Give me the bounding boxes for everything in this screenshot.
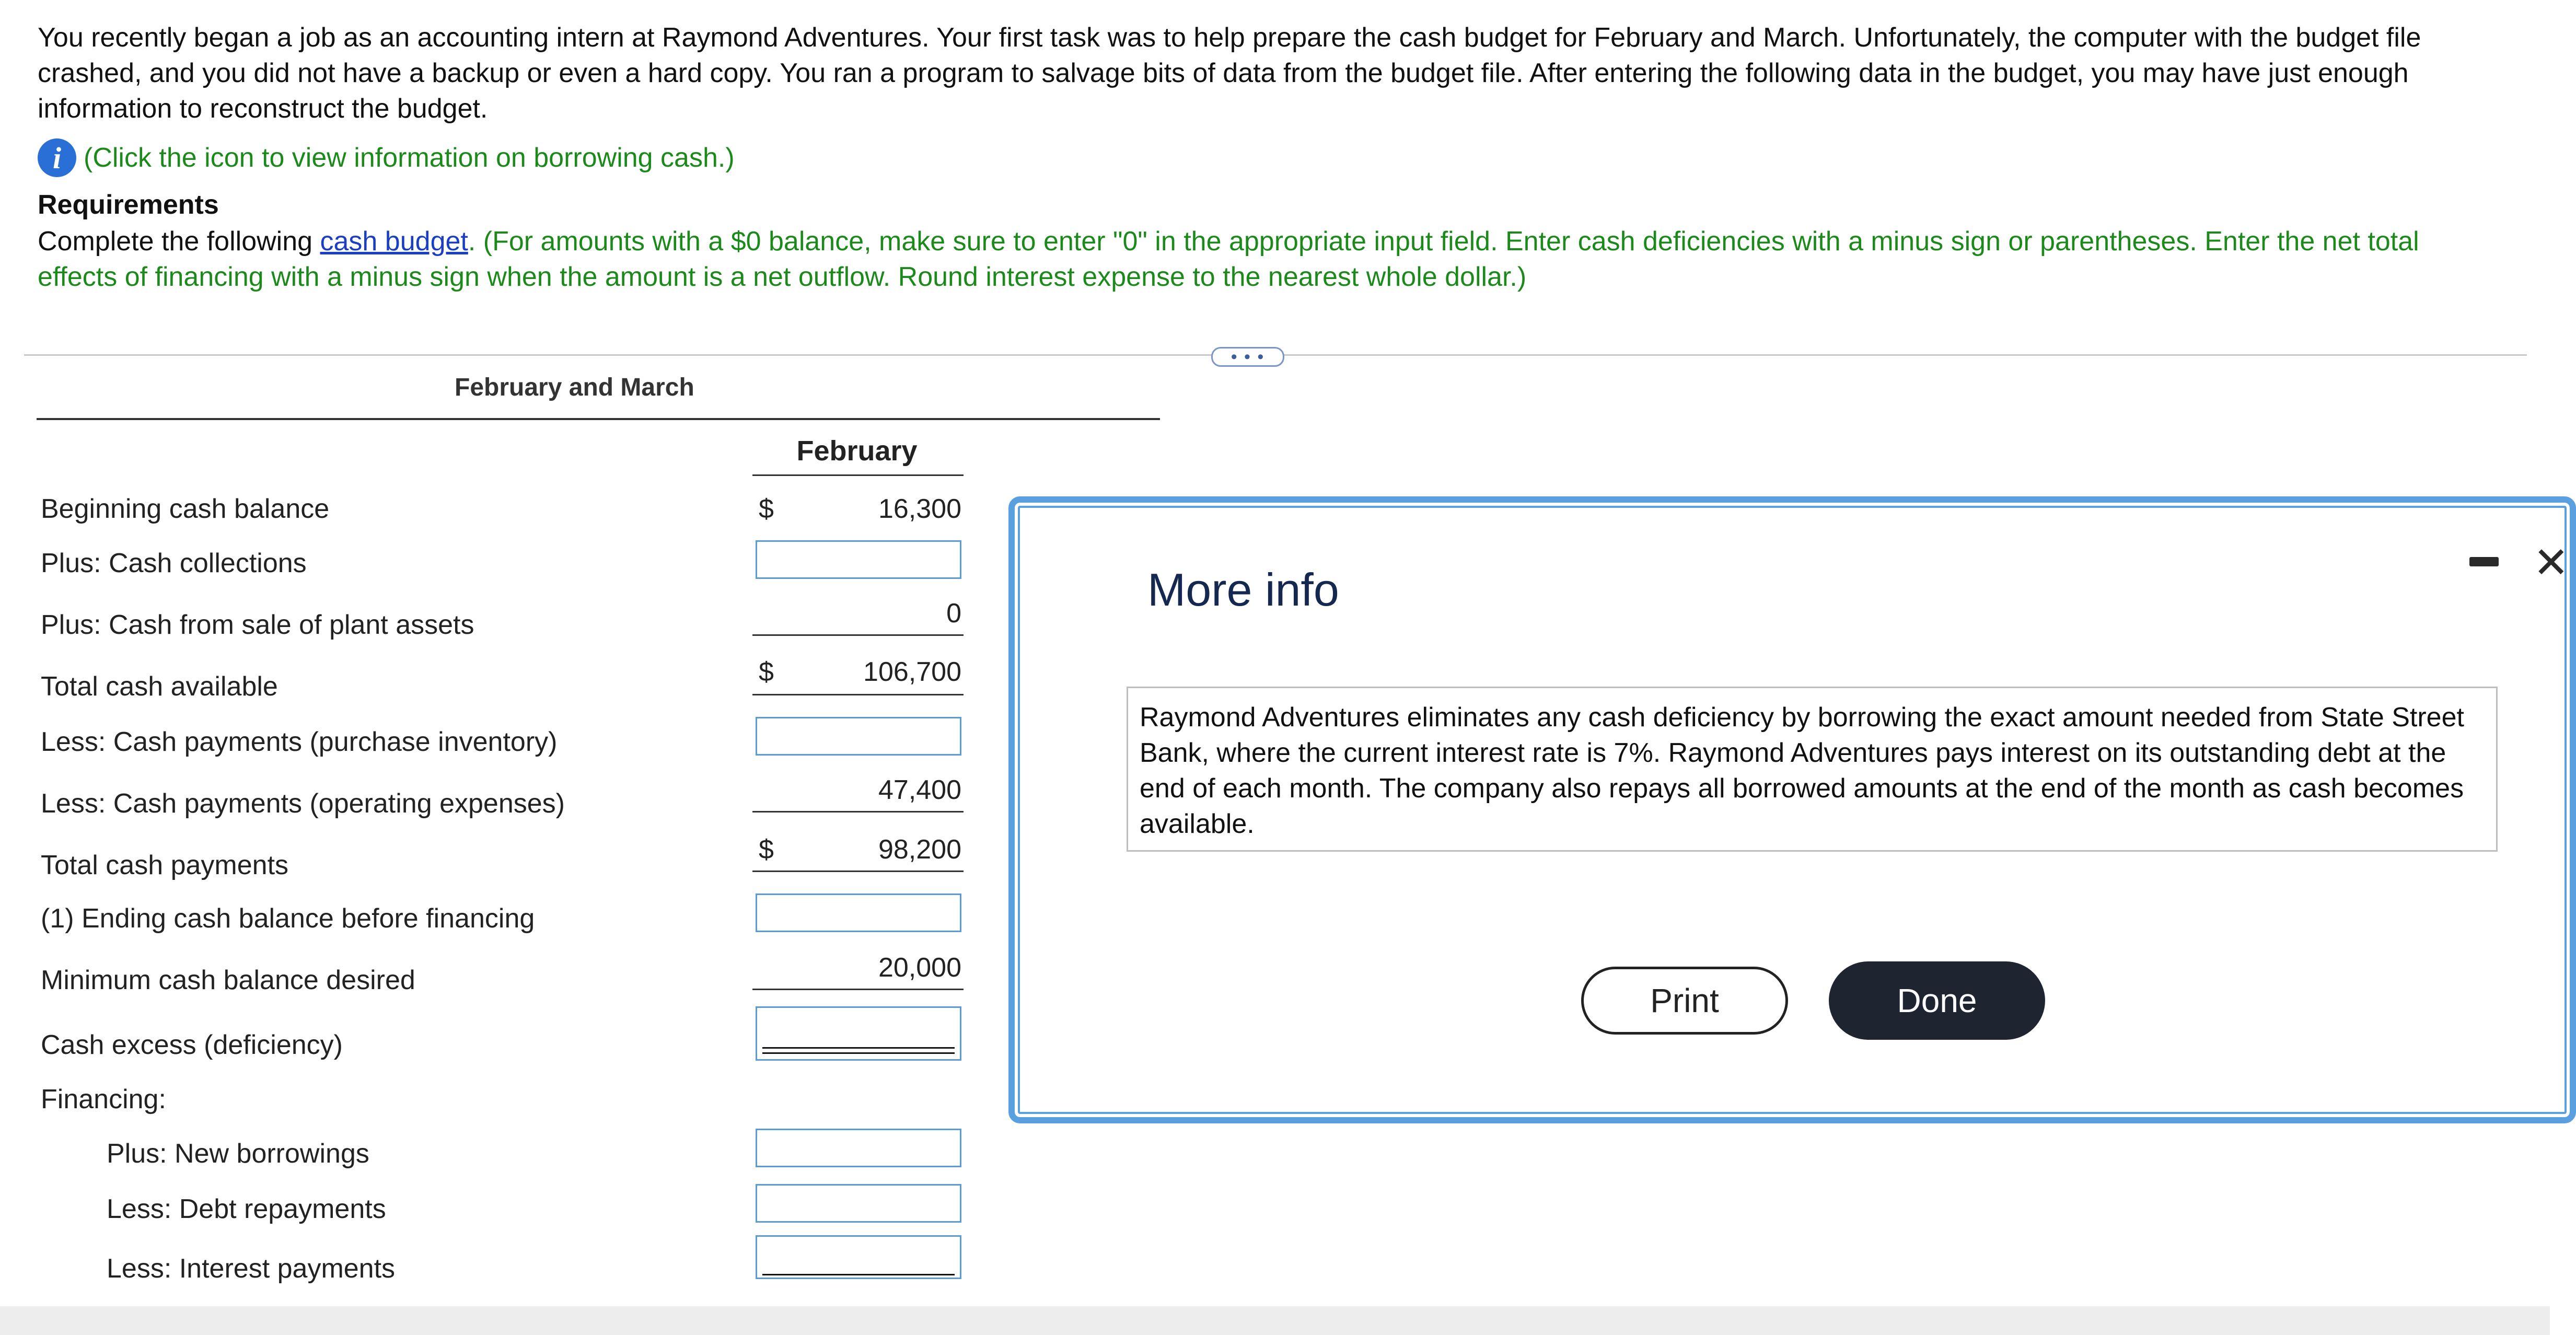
close-icon[interactable]: ✕ [2533,539,2569,587]
value-beginning-cash: 16,300 [878,494,961,524]
requirement-lead: Complete the following [38,226,320,257]
cash-budget-link[interactable]: cash budget [320,226,468,257]
row-label-debt-repayments: Less: Debt repayments [107,1194,386,1224]
requirement-instructions: . (For amounts with a $0 balance, make sure to enter "0" in the appropriate input field. Enter cash deficiencies with a minus sign or parentheses. Enter the net total effects of financing with a minus sign when the amount is a net outflow. Round interest expense to the nearest whole dollar.) [38,226,2419,292]
row-label-cash-collections: Plus: Cash collections [41,548,307,578]
minimize-icon[interactable] [2469,557,2499,566]
value-total-cash-payments: 98,200 [878,834,961,865]
column-header-rule [752,474,964,476]
done-button[interactable]: Done [1829,961,2045,1040]
value-total-cash-available: 106,700 [863,657,961,687]
row-label-sale-plant-assets: Plus: Cash from sale of plant assets [41,610,474,640]
dialog-title: More info [1147,564,1339,616]
row-label-ending-cash-before-financing: (1) Ending cash balance before financing [41,903,535,934]
currency-symbol: $ [759,657,774,687]
expand-button[interactable]: • • • [1211,347,1284,367]
currency-symbol: $ [759,494,774,524]
input-ending-cash-before-financing[interactable] [756,893,961,932]
row-label-total-cash-available: Total cash available [41,671,278,702]
subtotal-rule [752,694,964,695]
subtotal-rule [752,870,964,872]
print-button[interactable]: Print [1581,967,1788,1035]
row-label-new-borrowings: Plus: New borrowings [107,1139,369,1169]
row-label-purchase-inventory: Less: Cash payments (purchase inventory) [41,727,558,757]
subtotal-rule [752,634,964,636]
table-top-rule [37,418,1160,420]
requirement-text [38,224,2493,295]
double-underline [762,1047,955,1049]
underline [762,1274,955,1275]
requirements-heading: Requirements [38,190,219,220]
input-cash-excess-deficiency[interactable] [756,1006,961,1061]
bottom-scroll-region [0,1306,2550,1335]
value-operating-expenses: 47,400 [878,775,961,805]
input-interest-payments[interactable] [756,1235,961,1279]
row-label-financing: Financing: [41,1084,166,1115]
row-label-operating-expenses: Less: Cash payments (operating expenses) [41,788,565,819]
currency-symbol: $ [759,834,774,865]
row-label-interest-payments: Less: Interest payments [107,1253,396,1284]
subtotal-rule [752,989,964,990]
borrowing-info-text: Raymond Adventures eliminates any cash deficiency by borrowing the exact amount needed from State Street Bank, where the current interest rate is 7%. Raymond Adventures pays interest on its outstanding debt at the end of each month. The company also repays all borrowed amounts at the end of the month as cash becomes available. [1127,687,2498,852]
column-header-february: February [796,435,918,467]
row-label-minimum-cash-balance: Minimum cash balance desired [41,965,415,995]
value-sale-plant-assets: 0 [946,598,961,629]
double-underline [762,1052,955,1054]
value-minimum-cash-balance: 20,000 [878,953,961,983]
row-label-total-cash-payments: Total cash payments [41,850,289,880]
row-label-beginning-cash: Beginning cash balance [41,494,330,524]
info-icon[interactable]: i [38,138,76,177]
subtotal-rule [752,811,964,812]
input-debt-repayments[interactable] [756,1184,961,1223]
row-label-cash-excess-deficiency: Cash excess (deficiency) [41,1030,343,1060]
input-cash-collections[interactable] [756,540,961,579]
table-caption: February and March [455,374,694,401]
input-new-borrowings[interactable] [756,1129,961,1167]
info-row [38,137,735,179]
info-link-text[interactable]: (Click the icon to view information on borrowing cash.) [84,143,735,173]
question-intro: You recently began a job as an accounting intern at Raymond Adventures. Your first task was to help prepare the cash budget for February and March. Unfortunately, the computer with the budget file crashed, and you did not have a backup or even a hard copy. You ran a program to salvage bits of data from the budget file. After entering the following data in the budget, you may have just enough information to reconstruct the budget. [38,22,2421,124]
input-purchase-inventory[interactable] [756,717,961,756]
